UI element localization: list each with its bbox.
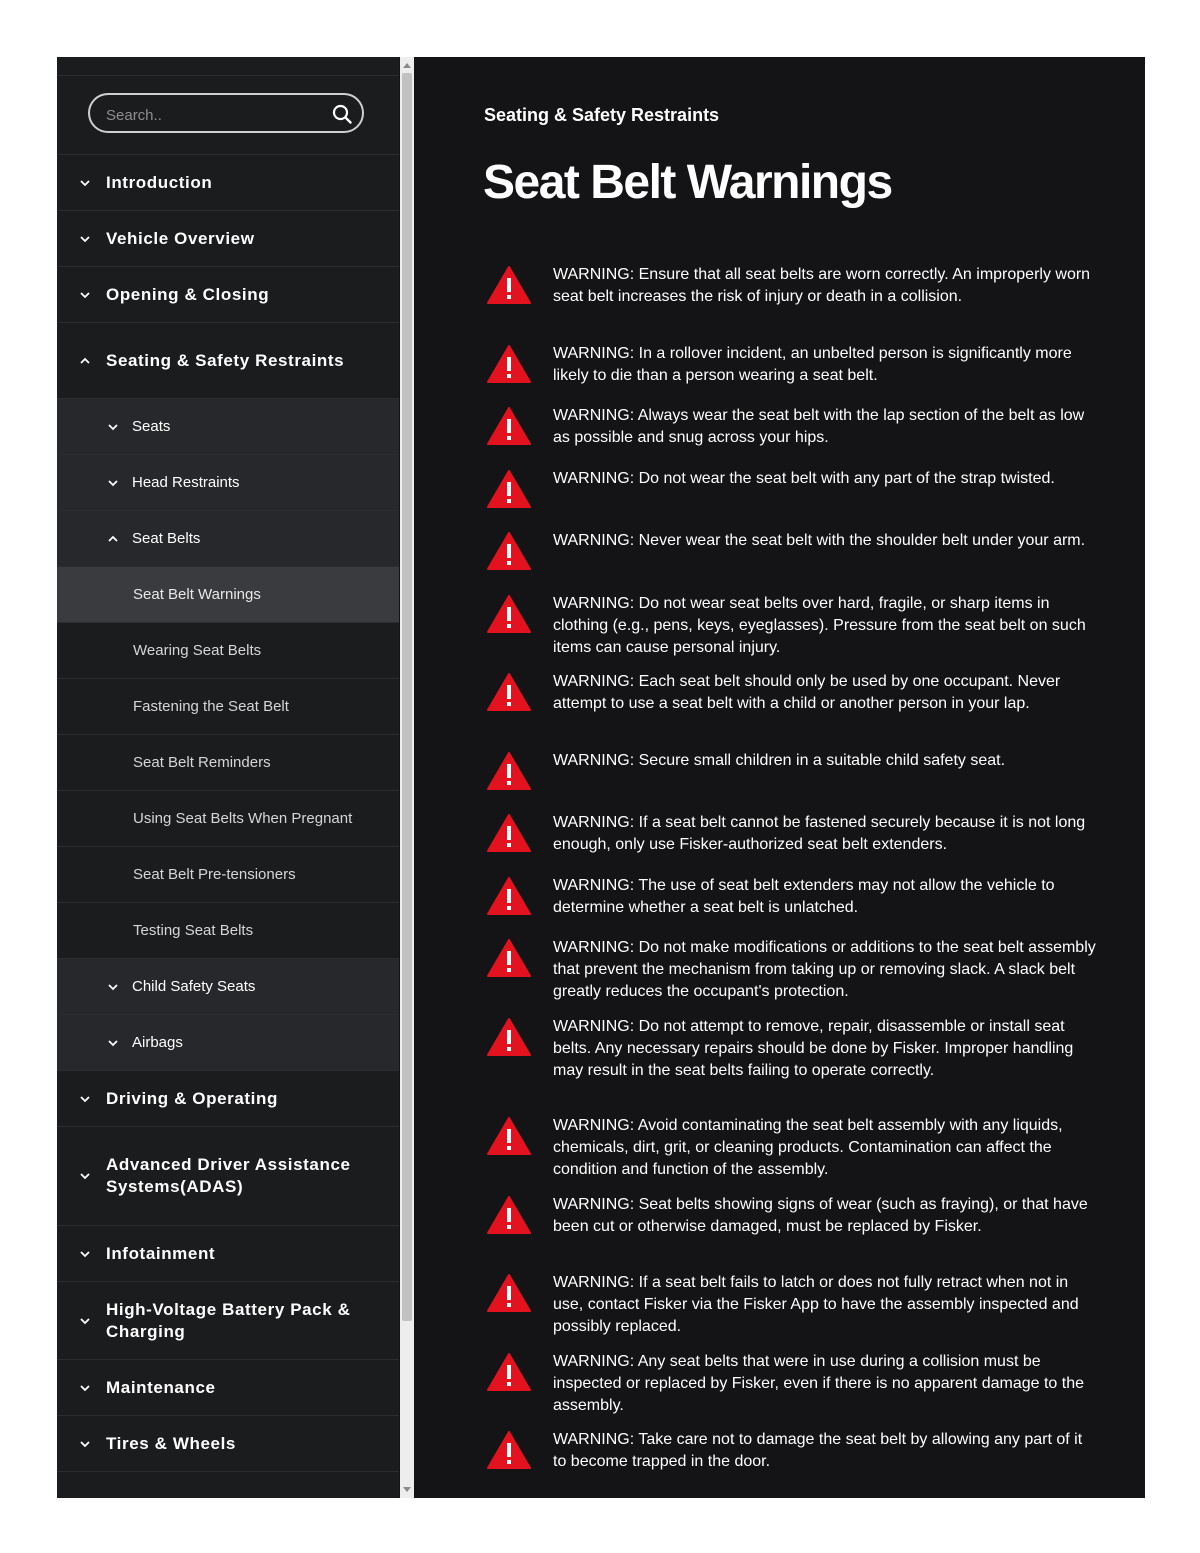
main-content xyxy=(415,57,1145,1498)
warning-text: WARNING: Do not wear the seat belt with any part of the strap twisted. xyxy=(553,470,1055,487)
chevron-down-icon xyxy=(79,233,91,245)
warning-triangle-icon xyxy=(487,1274,531,1312)
search-icon[interactable] xyxy=(332,104,352,124)
sidebar-item-label: Vehicle Overview xyxy=(106,228,255,248)
chevron-down-icon xyxy=(79,1382,91,1394)
scroll-down-arrow-icon[interactable] xyxy=(403,1487,411,1492)
warning-triangle-icon xyxy=(487,1196,531,1234)
warning-triangle-icon xyxy=(487,814,531,852)
sidebar-item-seat-belts[interactable] xyxy=(57,511,399,567)
sidebar-item-seats[interactable] xyxy=(57,399,399,455)
warning-text: WARNING: In a rollover incident, an unbelted person is significantly more likely to die than a person wearing a seat belt. xyxy=(553,345,1072,384)
app-frame xyxy=(57,57,1145,1498)
warning-triangle-icon xyxy=(487,939,531,977)
warning-triangle-icon xyxy=(487,1431,531,1469)
search-input[interactable] xyxy=(104,102,328,128)
sidebar-item-label: Introduction xyxy=(106,172,213,192)
warning-text: WARNING: Seat belts showing signs of wear (such as fraying), or that have been cut or otherwise damaged, must be replaced by Fisker. xyxy=(553,1196,1088,1235)
sidebar-item-tires-wheels[interactable] xyxy=(57,1416,399,1472)
chevron-up-icon xyxy=(107,533,119,545)
breadcrumb[interactable]: Seating & Safety Restraints xyxy=(484,105,720,125)
chevron-down-icon xyxy=(79,1248,91,1260)
search-area xyxy=(57,76,399,155)
sidebar-item-opening-closing[interactable] xyxy=(57,267,399,323)
chevron-down-icon xyxy=(79,289,91,301)
warning-text: WARNING: The use of seat belt extenders may not allow the vehicle to determine whether a seat belt is unlatched. xyxy=(553,877,1055,916)
sidebar-item-vehicle-overview[interactable] xyxy=(57,211,399,267)
sidebar-item-advanced-driver-assistance-systems-adas[interactable] xyxy=(57,1127,399,1226)
sidebar-item-seat-belt-warnings[interactable] xyxy=(57,567,399,623)
sidebar-item-label: Using Seat Belts When Pregnant xyxy=(133,810,353,827)
warning-text: WARNING: Do not wear seat belts over hard, fragile, or sharp items in clothing (e.g., pens, keys, eyeglasses). Pressure from the seat belt on such items can cause personal injury. xyxy=(553,595,1086,656)
chevron-down-icon xyxy=(79,1315,91,1327)
sidebar-item-driving-operating[interactable] xyxy=(57,1071,399,1127)
sidebar-item-child-safety-seats[interactable] xyxy=(57,959,399,1015)
sidebar-item-fastening-the-seat-belt[interactable] xyxy=(57,679,399,735)
warning-triangle-icon xyxy=(487,1353,531,1391)
sidebar-item-label: Maintenance xyxy=(106,1377,216,1397)
warning-triangle-icon xyxy=(487,345,531,383)
sidebar-item-head-restraints[interactable] xyxy=(57,455,399,511)
sidebar-scrollbar[interactable] xyxy=(400,57,414,1498)
sidebar-item-label: Seating & Safety Restraints xyxy=(106,350,345,370)
warning-text: WARNING: Ensure that all seat belts are worn correctly. An improperly worn seat belt increases the risk of injury or death in a collision. xyxy=(553,266,1091,305)
warning-text: WARNING: Each seat belt should only be used by one occupant. Never attempt to use a seat belt with a child or another person in your lap. xyxy=(553,673,1061,712)
sidebar xyxy=(57,57,399,1498)
sidebar-item-label: Child Safety Seats xyxy=(132,978,256,995)
warning-text: WARNING: Take care not to damage the seat belt by allowing any part of it to become trapped in the door. xyxy=(553,1431,1083,1470)
chevron-down-icon xyxy=(107,421,119,433)
sidebar-item-airbags[interactable] xyxy=(57,1015,399,1071)
chevron-down-icon xyxy=(107,1037,119,1049)
chevron-down-icon xyxy=(79,1093,91,1105)
sidebar-item-label: Head Restraints xyxy=(132,474,240,491)
chevron-down-icon xyxy=(79,1438,91,1450)
warning-triangle-icon xyxy=(487,532,531,570)
sidebar-item-wearing-seat-belts[interactable] xyxy=(57,623,399,679)
sidebar-item-maintenance[interactable] xyxy=(57,1360,399,1416)
warning-text: WARNING: If a seat belt cannot be fastened securely because it is not long enough, only use Fisker-authorized seat belt extenders. xyxy=(553,814,1086,853)
sidebar-item-seat-belt-reminders[interactable] xyxy=(57,735,399,791)
sidebar-item-label: Seat Belts xyxy=(132,530,201,547)
warning-triangle-icon xyxy=(487,266,531,304)
warning-text: WARNING: Do not make modifications or additions to the seat belt assembly that prevent the mechanism from taking up or removing slack. A slack belt greatly reduces the occupant's protection. xyxy=(553,939,1096,1000)
scrollbar-thumb[interactable] xyxy=(402,73,412,1321)
sidebar-item-label: Tires & Wheels xyxy=(106,1433,236,1453)
warning-triangle-icon xyxy=(487,877,531,915)
chevron-down-icon xyxy=(107,477,119,489)
sidebar-item-seat-belt-pre-tensioners[interactable] xyxy=(57,847,399,903)
warning-text: WARNING: Any seat belts that were in use during a collision must be inspected or replaced by Fisker, even if there is no apparent damage to the assembly. xyxy=(553,1353,1084,1414)
chevron-down-icon xyxy=(79,177,91,189)
sidebar-item-label: Opening & Closing xyxy=(106,284,270,304)
sidebar-item-label: Testing Seat Belts xyxy=(133,922,254,939)
sidebar-item-introduction[interactable] xyxy=(57,155,399,211)
warning-triangle-icon xyxy=(487,595,531,633)
warning-triangle-icon xyxy=(487,673,531,711)
warning-text: WARNING: If a seat belt fails to latch or does not fully retract when not in use, contact Fisker via the Fisker App to have the assembly inspected and possibly replaced. xyxy=(553,1274,1079,1335)
sidebar-top-divider xyxy=(57,57,399,76)
sidebar-item-label: Seat Belt Pre-tensioners xyxy=(133,866,296,883)
sidebar-item-label: Fastening the Seat Belt xyxy=(133,698,289,715)
sidebar-item-label: Advanced Driver Assistance Systems(ADAS) xyxy=(106,1155,351,1196)
sidebar-item-testing-seat-belts[interactable] xyxy=(57,903,399,959)
chevron-down-icon xyxy=(107,981,119,993)
warning-text: WARNING: Always wear the seat belt with the lap section of the belt as low as possible and snug across your hips. xyxy=(553,407,1085,446)
sidebar-item-label: Infotainment xyxy=(106,1243,216,1263)
sidebar-item-infotainment[interactable] xyxy=(57,1226,399,1282)
search-box[interactable] xyxy=(88,93,364,133)
sidebar-item-label: Airbags xyxy=(132,1034,183,1051)
sidebar-item-seating-safety-restraints[interactable] xyxy=(57,323,399,399)
warning-text: WARNING: Secure small children in a suitable child safety seat. xyxy=(553,752,1006,769)
warning-text: WARNING: Do not attempt to remove, repair, disassemble or install seat belts. Any necessary repairs should be done by Fisker. Improper handling may result in the seat belts failing to operate correctly. xyxy=(553,1018,1074,1079)
chevron-up-icon xyxy=(79,355,91,367)
sidebar-item-label: Seat Belt Warnings xyxy=(133,586,261,603)
warning-text: WARNING: Avoid contaminating the seat belt assembly with any liquids, chemicals, dirt, grit, or cleaning products. Contamination can affect the condition and function of the assembly. xyxy=(553,1117,1063,1178)
sidebar-item-label: Wearing Seat Belts xyxy=(133,642,262,659)
sidebar-item-label: Seats xyxy=(132,418,171,435)
sidebar-item-label: High-Voltage Battery Pack & Charging xyxy=(106,1299,351,1341)
warning-text: WARNING: Never wear the seat belt with the shoulder belt under your arm. xyxy=(553,532,1086,549)
sidebar-item-high-voltage-battery-pack-charging[interactable] xyxy=(57,1282,399,1360)
warning-triangle-icon xyxy=(487,1018,531,1056)
scroll-up-arrow-icon[interactable] xyxy=(403,63,411,68)
warning-triangle-icon xyxy=(487,470,531,508)
warning-triangle-icon xyxy=(487,407,531,445)
sidebar-item-label: Seat Belt Reminders xyxy=(133,754,271,771)
sidebar-item-using-seat-belts-when-pregnant[interactable] xyxy=(57,791,399,847)
sidebar-item-label: Driving & Operating xyxy=(106,1088,278,1108)
warning-triangle-icon xyxy=(487,752,531,790)
warning-triangle-icon xyxy=(487,1117,531,1155)
chevron-down-icon xyxy=(79,1170,91,1182)
page-title: Seat Belt Warnings xyxy=(483,156,892,209)
nav-list xyxy=(57,155,399,1472)
